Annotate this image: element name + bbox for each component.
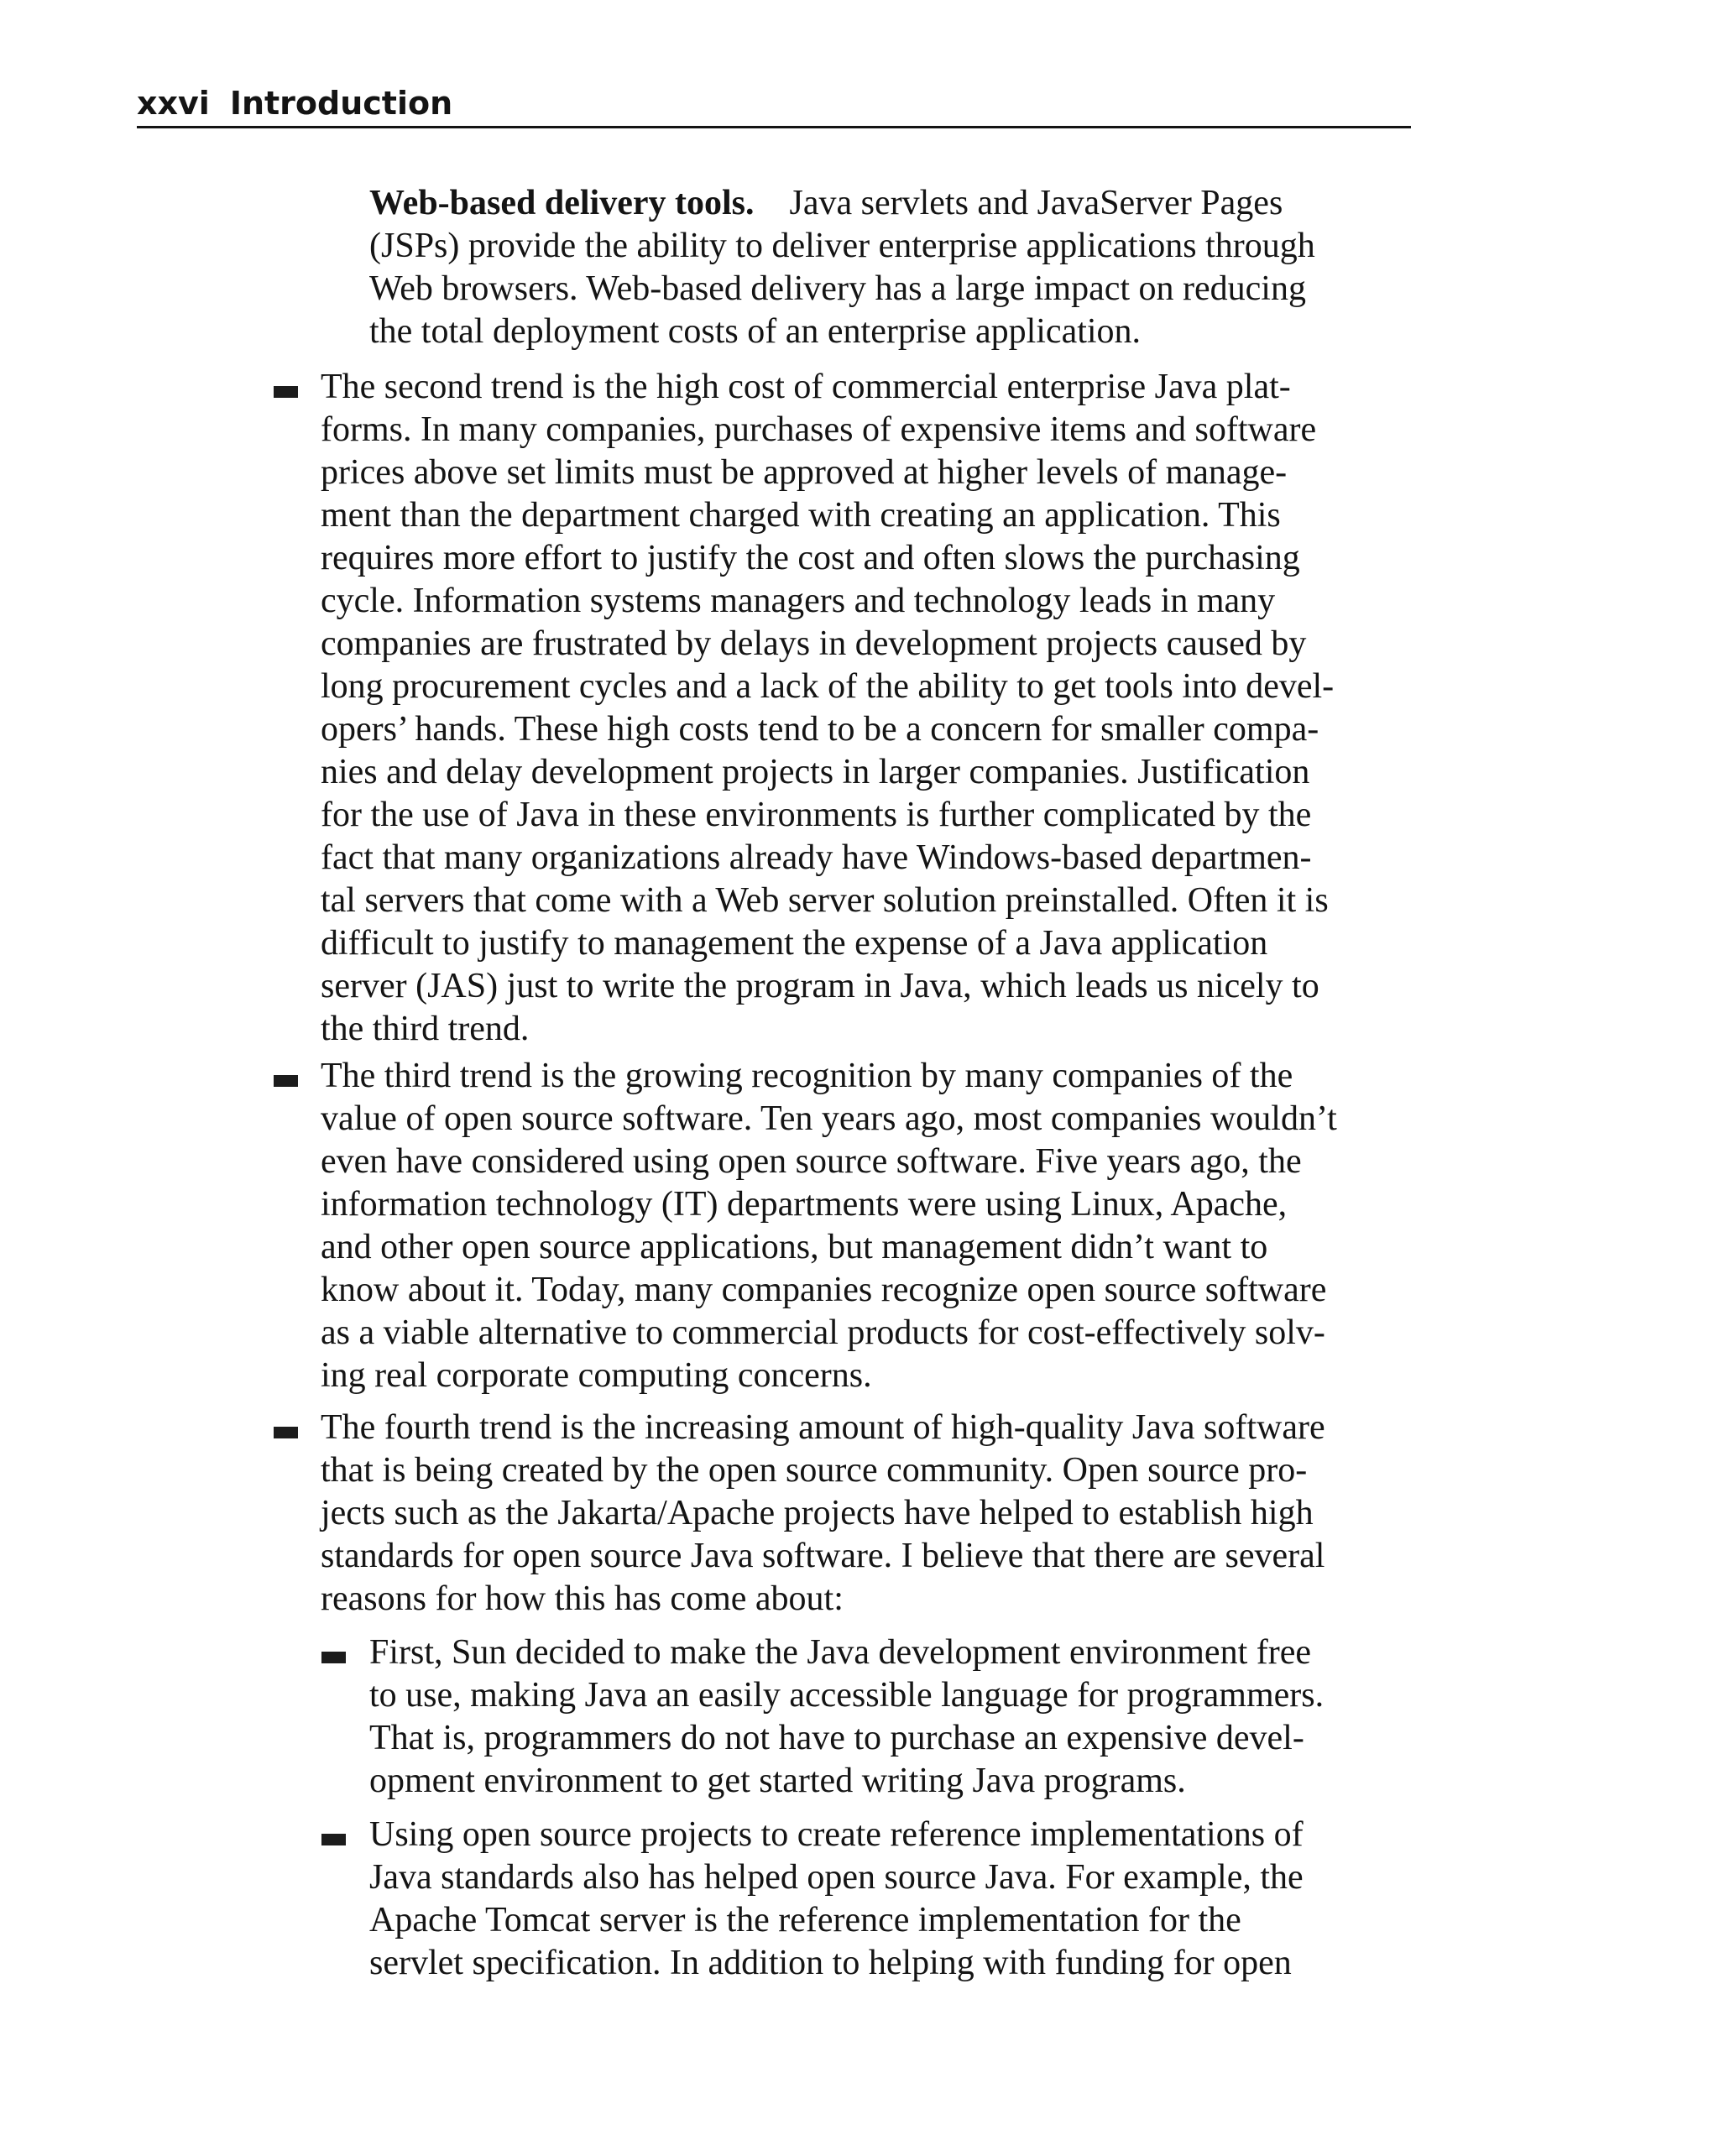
text-line: requires more effort to justify the cost and often slows the purchasing xyxy=(321,539,1300,577)
sub-bullet-marker xyxy=(321,1834,346,1845)
text-line: value of open source software. Ten years ago, most companies wouldn’t xyxy=(321,1099,1337,1138)
text-line: server (JAS) just to write the program in Java, which leads us nicely to xyxy=(321,967,1319,1005)
text-line: opers’ hands. These high costs tend to be a concern for smaller compa- xyxy=(321,710,1319,749)
text-line: nies and delay development projects in larger companies. Justification xyxy=(321,753,1310,791)
text-line: First, Sun decided to make the Java development environment free xyxy=(369,1633,1312,1672)
bullet-marker xyxy=(274,386,298,398)
text-line: (JSPs) provide the ability to deliver enterprise applications through xyxy=(369,227,1315,265)
run-in-term: Web-based delivery tools. xyxy=(369,184,755,222)
text-line: know about it. Today, many companies recognize open source software xyxy=(321,1271,1327,1309)
text-line: That is, programmers do not have to purchase an expensive devel- xyxy=(369,1719,1304,1757)
text-line: forms. In many companies, purchases of expensive items and software xyxy=(321,410,1317,449)
text-line: tal servers that come with a Web server solution preinstalled. Often it is xyxy=(321,881,1329,920)
section-title: Introduction xyxy=(229,85,453,122)
text-line: jects such as the Jakarta/Apache projects have helped to establish high xyxy=(321,1494,1314,1532)
text-line: and other open source applications, but management didn’t want to xyxy=(321,1228,1268,1266)
running-head xyxy=(137,82,1411,128)
text-line: servlet specification. In addition to helping with funding for open xyxy=(369,1944,1292,1982)
text-line: the third trend. xyxy=(321,1010,530,1048)
text-line: the total deployment costs of an enterprise application. xyxy=(369,312,1142,351)
text-line: to use, making Java an easily accessible language for programmers. xyxy=(369,1676,1325,1715)
text-line: Using open source projects to create reference implementations of xyxy=(369,1815,1304,1854)
bullet-item-second-trend xyxy=(321,366,1334,1051)
text-line: companies are frustrated by delays in development projects caused by xyxy=(321,624,1307,663)
text-line: cycle. Information systems managers and technology leads in many xyxy=(321,582,1276,620)
bullet-item-fourth-trend xyxy=(321,1407,1325,1621)
bullet-marker xyxy=(274,1427,298,1438)
continuation-paragraph xyxy=(369,182,1315,353)
text-line: opment environment to get started writing Java programs. xyxy=(369,1762,1186,1800)
text-line: Apache Tomcat server is the reference implementation for the xyxy=(369,1901,1241,1939)
text-line: information technology (IT) departments were using Linux, Apache, xyxy=(321,1185,1288,1224)
text-line: ment than the department charged with creating an application. This xyxy=(321,496,1281,535)
text-line: that is being created by the open source community. Open source pro- xyxy=(321,1451,1308,1490)
page-number: xxvi xyxy=(137,85,210,122)
text-line: ing real corporate computing concerns. xyxy=(321,1356,872,1395)
sub-bullet-marker xyxy=(321,1652,346,1663)
sub-bullet-item-sun xyxy=(369,1631,1324,1803)
text-line: for the use of Java in these environments is further complicated by the xyxy=(321,796,1312,834)
text-line: reasons for how this has come about: xyxy=(321,1579,844,1618)
sub-bullet-item-reference-implementations xyxy=(369,1814,1304,1985)
text-line: even have considered using open source software. Five years ago, the xyxy=(321,1142,1302,1181)
text-line: Java standards also has helped open source Java. For example, the xyxy=(369,1858,1304,1897)
text-line: The fourth trend is the increasing amount of high-quality Java software xyxy=(321,1408,1325,1447)
bullet-item-third-trend xyxy=(321,1055,1337,1397)
text-line: The second trend is the high cost of commercial enterprise Java plat- xyxy=(321,368,1291,406)
bullet-marker xyxy=(274,1075,298,1087)
text-line: standards for open source Java software. I believe that there are several xyxy=(321,1537,1325,1575)
text-line: The third trend is the growing recognition by many companies of the xyxy=(321,1057,1293,1095)
text-line: as a viable alternative to commercial products for cost-effectively solv- xyxy=(321,1313,1325,1352)
text-line: fact that many organizations already have Windows-based departmen- xyxy=(321,838,1312,877)
text-line: long procurement cycles and a lack of the ability to get tools into devel- xyxy=(321,667,1335,706)
text-line: Web browsers. Web-based delivery has a large impact on reducing xyxy=(369,269,1306,308)
text-line: Web-based delivery tools. Java servlets and JavaServer Pages xyxy=(369,184,1283,222)
text-line: prices above set limits must be approved at higher levels of manage- xyxy=(321,453,1288,492)
text-line: difficult to justify to management the expense of a Java application xyxy=(321,924,1268,963)
